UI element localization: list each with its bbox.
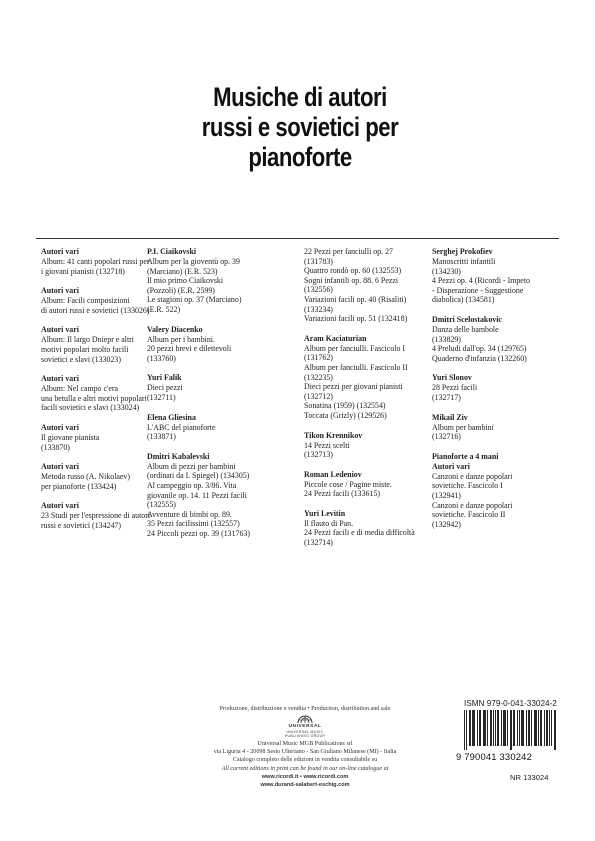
work-title-line: Dieci pezzi per giovani pianisti	[304, 382, 403, 392]
work-title-line: (133760)	[147, 353, 176, 363]
composer-name: Autori vari	[41, 325, 79, 335]
work-title-line: sovietiche. Fascicolo I	[432, 481, 503, 491]
work-title-line: (132235)	[304, 372, 333, 382]
barcode-bar	[523, 710, 524, 746]
work-title-line: (134230)	[432, 266, 461, 276]
work-title-line: motivi popolari molto facili	[41, 344, 129, 354]
barcode-bar	[504, 710, 505, 746]
link-ricordi-it[interactable]: www.ricordi.it	[261, 773, 299, 780]
work-title-line: di autori russi e sovietici (133026)	[41, 305, 150, 315]
work-title-line: Il giovane pianista	[41, 432, 100, 442]
catalog-entry	[41, 423, 161, 452]
catalog-entry	[432, 315, 572, 363]
barcode-bar	[529, 710, 530, 746]
barcode-bar	[535, 710, 536, 746]
work-title-line: Quattro rondò op. 60 (132553)	[304, 266, 402, 276]
barcode-bar	[551, 710, 552, 746]
work-title-line: Album di pezzi per bambini	[147, 461, 236, 471]
work-title-line: sovietiche. Fascicolo II	[432, 510, 506, 520]
barcode-bar	[493, 710, 494, 746]
work-title-line: Al campeggio op. 3/86. Vita	[147, 480, 237, 490]
composer-name: Autori vari	[41, 462, 79, 472]
barcode-bar	[554, 710, 555, 750]
composer-name: Yuri Slonov	[432, 373, 472, 383]
work-title-line: (132712)	[304, 391, 333, 401]
barcode-bar	[485, 710, 486, 746]
barcode-bar	[528, 710, 529, 746]
work-title-line: Il flauto di Pan.	[304, 518, 354, 528]
barcode-bar	[544, 710, 545, 746]
composer-name: Mikail Ziv	[432, 412, 468, 422]
composer-name: Aram Kaciaturian	[304, 333, 367, 343]
catalog-column-2	[147, 247, 287, 548]
barcode-bar	[473, 710, 474, 746]
work-title-line: Avventure di bimbi op. 89.	[147, 509, 232, 519]
work-title-line: (133871)	[147, 432, 176, 442]
barcode-bar	[483, 710, 484, 746]
work-title-line: Album: Il largo Dniepr e altri	[41, 335, 134, 345]
work-title-line: Album: Facili composizioni	[41, 296, 130, 306]
work-title-line: una betulla e altri motivi popolari	[41, 393, 147, 403]
work-title-line: facili sovietici e slavi (133024)	[41, 403, 140, 413]
catalog-entry	[147, 373, 287, 402]
composer-name: Autori vari	[41, 501, 79, 511]
work-title-line: Album per la gioventù op. 39	[147, 257, 240, 266]
work-title-line: (Marciano) (E.R. 523)	[147, 266, 218, 276]
work-title-line: (132717)	[432, 392, 461, 402]
catalog-entry	[432, 452, 572, 530]
catalog-column-3	[304, 247, 434, 558]
work-title-line: (132556)	[304, 285, 333, 295]
work-title-line: Piccole cose / Pagine miste.	[304, 479, 392, 489]
barcode	[464, 710, 556, 750]
catalog-entry	[304, 509, 434, 548]
work-title-line: (132941)	[432, 490, 461, 500]
catalog-entry	[41, 462, 161, 491]
barcode-bar	[547, 710, 548, 746]
work-title-line: Le stagioni op. 37 (Marciano)	[147, 295, 242, 305]
work-title-line: 23 Studi per l'espressione di autori	[41, 511, 151, 521]
work-title-line: 35 Pezzi facilissimi (132557)	[147, 519, 240, 529]
work-title-line: (133234)	[304, 304, 333, 314]
composer-name: Yuri Falik	[147, 373, 182, 383]
barcode-bar	[541, 710, 542, 746]
catalog-entry	[147, 247, 287, 315]
work-title-line: Album: 41 canti popolari russi per	[41, 257, 150, 266]
catalog-entry	[147, 325, 287, 364]
barcode-bar	[538, 710, 539, 746]
website-links	[150, 773, 460, 781]
barcode-bar	[531, 710, 532, 746]
composer-name: Valery Diacenko	[147, 324, 203, 334]
catalog-column-1	[41, 247, 161, 541]
work-title-line: L'ABC del pianoforte	[147, 422, 216, 432]
link-separator: •	[298, 773, 304, 780]
catalog-entry	[432, 247, 572, 305]
composer-name: Serghej Prokofiev	[432, 247, 493, 256]
work-title-line: Album: Nel campo c'era	[41, 384, 119, 394]
work-title-line: russi e sovietici (134247)	[41, 520, 121, 530]
universal-logo	[275, 715, 335, 738]
barcode-bar	[466, 710, 467, 750]
catalogue-note-it: Catalogo completo delle edizioni in vendita consultabile su	[232, 757, 378, 764]
barcode-bar	[464, 710, 465, 750]
barcode-bar	[503, 710, 504, 746]
work-title-line: 20 pezzi brevi e dilettevoli	[147, 344, 232, 354]
catalogue-note-en: All current editions in print can be found in our on-line catalogue at	[221, 765, 389, 772]
catalog-entry	[41, 247, 161, 276]
work-title-line: Album per fanciulli. Fascicolo II	[304, 362, 408, 372]
barcode-bar	[540, 710, 541, 746]
barcode-bar	[526, 710, 527, 746]
work-title-line: 28 Pezzi facili	[432, 383, 478, 393]
work-title-line: Album per fanciulli. Fascicolo I	[304, 343, 406, 353]
work-title-line: (131783)	[304, 256, 333, 266]
catalog-entry	[304, 247, 434, 324]
work-title-line: (132716)	[432, 432, 461, 442]
globe-icon	[297, 715, 313, 724]
work-title-line: diabolica) (134581)	[432, 295, 495, 305]
title-line-3: pianoforte	[248, 142, 352, 172]
barcode-bar	[521, 710, 522, 746]
work-title-line: 24 Piccoli pezzi op. 39 (131763)	[147, 528, 250, 538]
work-title-line: 22 Pezzi per fanciulli op. 27	[304, 247, 393, 256]
barcode-bar	[511, 710, 512, 750]
barcode-bar	[470, 710, 471, 746]
company-name: Universal Music MGB Publications srl	[257, 740, 353, 747]
work-title-line: Album per bambini	[432, 422, 494, 432]
barcode-bar	[555, 710, 556, 750]
barcode-bar	[479, 710, 480, 746]
catalog-entry	[41, 374, 161, 413]
barcode-bar	[472, 710, 473, 746]
barcode-digits: 9 790041 330242	[456, 751, 532, 762]
work-title-line: Album per i bambini.	[147, 334, 215, 344]
title-line-2: russi e sovietici per	[201, 112, 399, 142]
composer-name: Yuri Levitin	[304, 508, 346, 518]
composer-name: Dmitri Kabalevski	[147, 451, 210, 461]
composer-name: Autori vari	[41, 286, 79, 296]
catalog-entry	[304, 470, 434, 499]
catalog-entry	[304, 334, 434, 421]
work-title-line: Quaderno d'infanzia (132260)	[432, 353, 527, 363]
production-line: Produzione, distribuzione e vendita • Production, distribution and sale	[219, 706, 391, 712]
work-title-line: Sonatina (1959) (132554)	[304, 401, 386, 411]
work-title-line: 24 Pezzi facili (133615)	[304, 489, 381, 499]
barcode-bar	[507, 710, 508, 746]
link-durand[interactable]: www.durand-salabert-eschig.com	[260, 782, 350, 789]
barcode-bar	[480, 710, 481, 746]
catalog-entry	[432, 373, 572, 402]
work-title-line: Variazioni facili op. 40 (Risaliti)	[304, 294, 407, 304]
work-title-line: 24 Pezzi facili e di media difficoltà	[304, 528, 415, 538]
work-title-line: (132942)	[432, 519, 461, 529]
barcode-bar	[510, 710, 511, 750]
barcode-bar	[536, 710, 537, 746]
work-title-line: 14 Pezzi scelti	[304, 440, 350, 450]
work-title-line: 4 Pezzi op. 4 (Ricordi - Impeto	[432, 276, 530, 286]
work-title-line: - Disperazione - Suggestione	[432, 285, 524, 295]
work-title-line: (132713)	[304, 450, 333, 460]
composer-name: Autori vari	[41, 422, 79, 432]
composer-name: P.I. Ciaikovski	[147, 247, 197, 256]
catalog-column-4	[432, 247, 572, 539]
work-title-line: i giovani pianisti (132718)	[41, 266, 125, 276]
composer-subheading: Autori vari	[432, 461, 470, 471]
catalog-entry	[432, 413, 572, 442]
catalog-entry	[41, 501, 161, 530]
barcode-bar	[474, 710, 475, 746]
work-title-line: Metodo russo (A. Nikolaev)	[41, 472, 130, 482]
work-title-line: Canzoni e danze popolari	[432, 471, 513, 481]
barcode-bar	[484, 710, 485, 746]
catalog-entry	[304, 431, 434, 460]
barcode-bar	[490, 710, 491, 746]
barcode-bar	[505, 710, 506, 746]
work-title-line: (133829)	[432, 334, 461, 344]
barcode-bar	[517, 710, 518, 746]
work-title-line: (133870)	[41, 442, 70, 452]
work-title-line: (Pozzoli) (E.R. 2599)	[147, 285, 215, 295]
barcode-bar	[497, 710, 498, 746]
company-address: via Liguria 4 - 20098 Sesto Ulteriano - San Giuliano Milanese (MI) - Italia	[213, 749, 397, 756]
link-ricordi-com[interactable]: www.ricordi.com	[303, 773, 349, 780]
work-title-line: (ordinati da I. Spiegel) (134305)	[147, 471, 250, 481]
work-title-line: (132711)	[147, 392, 176, 402]
work-title-line: Il mio primo Ciaikovski	[147, 276, 224, 286]
barcode-bar	[546, 710, 547, 746]
logo-sub-1: UNIVERSAL MUSIC	[286, 729, 324, 734]
work-title-line: (E.R. 522)	[147, 304, 181, 314]
publisher-footer	[150, 705, 460, 790]
work-title-line: Danza delle bambole	[432, 324, 499, 334]
composer-name: Elena Gliesina	[147, 412, 196, 422]
work-title-line: Toccata (Grizly) (129526)	[304, 410, 387, 420]
barcode-bar	[498, 710, 499, 746]
barcode-bar	[522, 710, 523, 746]
barcode-bar	[477, 710, 478, 746]
catalog-number: NR 133024	[510, 773, 549, 782]
catalog-entry	[41, 325, 161, 364]
work-title-line: (132555)	[147, 500, 176, 510]
title-line-1: Musiche di autori	[213, 82, 387, 112]
barcode-bar	[469, 710, 470, 746]
catalog-entry	[41, 286, 161, 315]
work-title-line: per pianoforte (133424)	[41, 481, 117, 491]
composer-name: Autori vari	[41, 374, 79, 384]
logo-sub-2: PUBLISHING GROUP	[284, 733, 326, 738]
work-title-line: Variazioni facili op. 51 (132418)	[304, 314, 408, 324]
work-title-line: sovietici e slavi (133023)	[41, 354, 121, 364]
ismn-code: ISMN 979-0-041-33024-2	[464, 699, 557, 708]
work-title-line: (132714)	[304, 538, 333, 548]
barcode-bar	[519, 710, 520, 746]
work-title-line: giovanile op. 14. 11 Pezzi facili	[147, 490, 247, 500]
barcode-bar	[513, 710, 514, 746]
work-title-line: Manoscritti infantili	[432, 257, 496, 266]
barcode-bar	[487, 710, 488, 746]
composer-name: Tikon Krennikov	[304, 430, 363, 440]
barcode-bar	[495, 710, 496, 746]
barcode-bar	[534, 710, 535, 746]
work-title-line: Canzoni e danze popolari	[432, 500, 513, 510]
composer-name: Pianoforte a 4 mani	[432, 451, 499, 461]
composer-name: Roman Ledeniov	[304, 469, 362, 479]
composer-name: Autori vari	[41, 247, 79, 256]
horizontal-rule	[36, 238, 559, 239]
barcode-bar	[549, 710, 550, 746]
work-title-line: Sogni infantili op. 88. 6 Pezzi	[304, 275, 399, 285]
barcode-bar	[491, 710, 492, 746]
catalog-entry	[147, 452, 287, 539]
catalog-entry	[147, 413, 287, 442]
page-title	[177, 82, 423, 172]
composer-name: Dmitri Scelostakovic	[432, 314, 502, 324]
work-title-line: Dieci pezzi	[147, 383, 183, 393]
barcode-bar	[501, 710, 502, 746]
work-title-line: 4 Preludi dall'op. 34 (129765)	[432, 344, 527, 354]
work-title-line: (131762)	[304, 353, 333, 363]
barcode-bar	[514, 710, 515, 746]
logo-brand: UNIVERSAL	[288, 724, 322, 730]
